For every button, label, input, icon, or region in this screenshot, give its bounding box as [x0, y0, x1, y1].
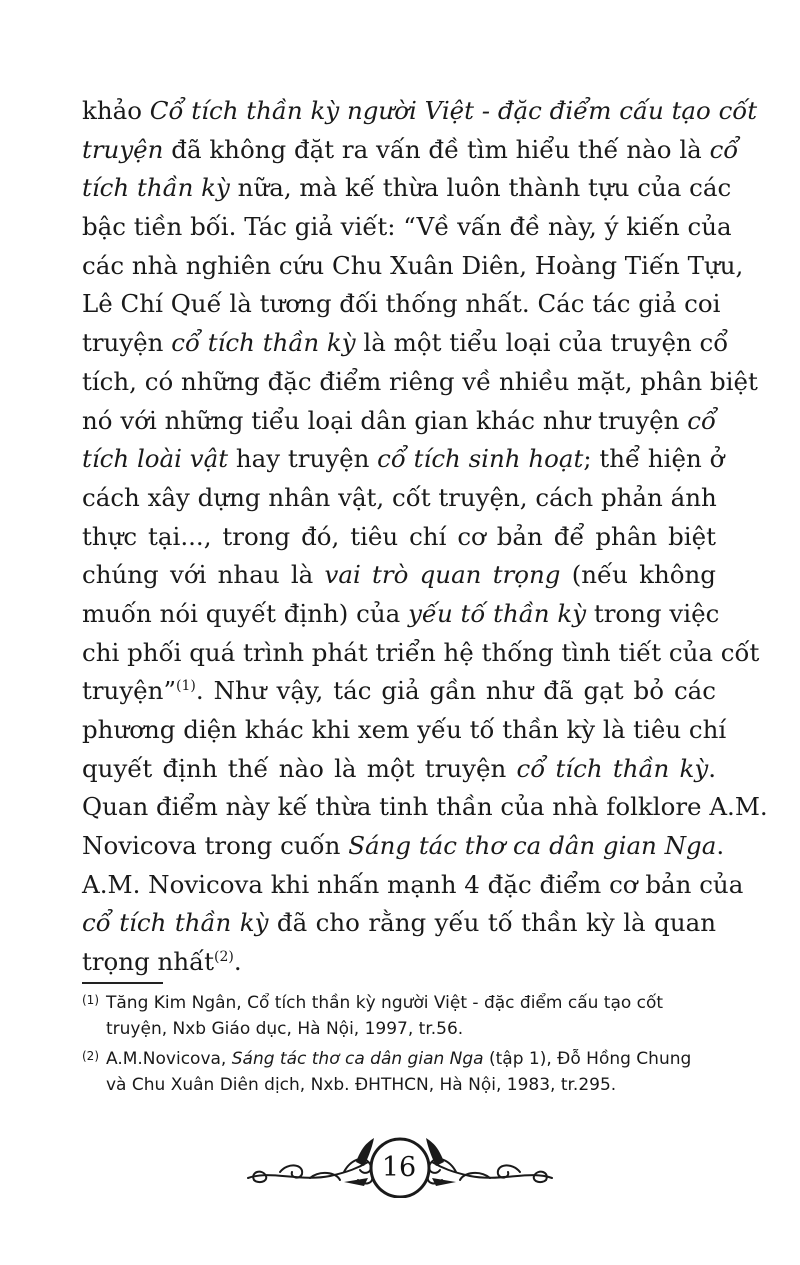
text-run: .	[233, 947, 242, 977]
text-line	[82, 827, 725, 866]
footnote-line	[106, 990, 722, 1016]
footnote-separator	[82, 982, 163, 984]
text-run: trọng nhất	[82, 947, 214, 977]
text-run: cách xây dựng nhân vật, cốt truyện, cách phản ánh	[82, 482, 717, 512]
text-run: .	[708, 753, 716, 783]
text-run: khảo	[82, 96, 150, 125]
text-run: truyện”	[82, 676, 176, 706]
text-run: muốn nói quyết định) của	[82, 598, 409, 628]
text-run: phương diện khác khi xem yếu tố thần kỳ là tiêu chí	[82, 715, 727, 744]
text-run: A.M.Novicova,	[106, 1049, 232, 1069]
italic-text: cổ	[687, 405, 716, 435]
footnotes	[82, 990, 722, 1102]
text-run: A.M. Novicova khi nhấn mạnh 4 đặc điểm cơ bản của	[82, 869, 744, 899]
text-line	[82, 402, 716, 441]
text-line	[82, 634, 760, 673]
footnote	[82, 1046, 722, 1098]
text-run: hay truyện	[228, 444, 378, 474]
text-run: Quan điểm này kế thừa tinh thần của nhà folklore A.M.	[82, 792, 768, 822]
footnote-ref: (2)	[213, 949, 234, 966]
italic-text: tích loài vật	[82, 444, 229, 474]
text-run: (nếu không	[560, 560, 716, 590]
text-run: các nhà nghiên cứu Chu Xuân Diên, Hoàng Tiến Tựu,	[82, 250, 744, 280]
text-run: . Như vậy, tác giả gần như đã gạt bỏ các	[195, 676, 716, 706]
text-line	[82, 788, 768, 827]
text-line	[82, 363, 758, 402]
text-run: quyết định thế nào là một truyện	[82, 753, 517, 783]
footnote-ref: (1)	[175, 678, 196, 695]
italic-text: cổ tích thần kỳ	[171, 328, 356, 358]
italic-text: cổ tích thần kỳ	[516, 753, 709, 783]
text-line	[82, 92, 758, 131]
text-run: trong việc	[586, 598, 720, 628]
text-line	[82, 672, 716, 711]
text-line	[82, 866, 744, 905]
text-run: .	[716, 831, 725, 861]
text-run: thực tại..., trong đó, tiêu chí cơ bản để phân biệt	[82, 521, 716, 551]
text-line	[82, 711, 727, 750]
text-line	[82, 440, 725, 479]
footnote	[82, 990, 722, 1042]
text-line	[82, 750, 716, 789]
text-run: chi phối quá trình phát triển hệ thống tình tiết của cốt	[82, 637, 760, 667]
text-line	[82, 556, 716, 595]
italic-text: cổ	[709, 134, 739, 164]
italic-text: Sáng tác thơ ca dân gian Nga	[348, 831, 717, 861]
text-line	[82, 904, 716, 943]
footnote-marker: (2)	[82, 1049, 99, 1063]
text-run: nữa, mà kế thừa luôn thành tựu của các	[229, 173, 732, 203]
text-run: Novicova trong cuốn	[82, 831, 349, 861]
text-line	[82, 479, 716, 518]
footnote-marker: (1)	[82, 993, 99, 1007]
text-run: (tập 1), Đỗ Hồng Chung	[483, 1049, 692, 1069]
italic-text: tích thần kỳ	[82, 173, 230, 203]
text-run: chúng với nhau là	[82, 560, 325, 590]
italic-text: Sáng tác thơ ca dân gian Nga	[231, 1049, 484, 1069]
page-number: 16	[381, 1152, 417, 1183]
text-run: tích, có những đặc điểm riêng về nhiều mặt, phân biệt	[82, 366, 758, 396]
text-run: truyện, Nxb Giáo dục, Hà Nội, 1997, tr.56.	[106, 1019, 464, 1039]
footnote-line	[106, 1072, 722, 1098]
text-run: ; thể hiện ở	[583, 444, 725, 474]
text-line	[82, 943, 716, 982]
text-run: đã cho rằng yếu tố thần kỳ là quan	[268, 908, 716, 938]
text-line	[82, 169, 732, 208]
text-line	[82, 518, 716, 557]
text-run: đã không đặt ra vấn đề tìm hiểu thế nào là	[163, 134, 710, 164]
text-run: Tăng Kim Ngân, Cổ tích thần kỳ người Việt - đặc điểm cấu tạo cốt	[106, 993, 664, 1013]
footnote-line	[106, 1046, 722, 1072]
text-run: bậc tiền bối. Tác giả viết: “Về vấn đề này, ý kiến của	[82, 212, 732, 242]
text-run: là một tiểu loại của truyện cổ	[355, 328, 729, 358]
italic-text: truyện	[82, 134, 164, 164]
italic-text: vai trò quan trọng	[324, 560, 561, 590]
italic-text: cổ tích thần kỳ	[82, 908, 269, 938]
text-run: nó với những tiểu loại dân gian khác như truyện	[82, 405, 688, 435]
text-line	[82, 247, 744, 286]
footnote-line	[106, 1016, 722, 1042]
text-line	[82, 208, 732, 247]
italic-text: cổ tích sinh hoạt	[377, 444, 584, 474]
text-line	[82, 285, 721, 324]
text-line	[82, 595, 720, 634]
text-line	[82, 324, 729, 363]
italic-text: yếu tố thần kỳ	[408, 598, 587, 628]
text-run: và Chu Xuân Diên dịch, Nxb. ĐHTHCN, Hà Nội, 1983, tr.295.	[106, 1075, 617, 1095]
text-line	[82, 131, 739, 170]
body-text	[82, 92, 768, 982]
text-run: Lê Chí Quế là tương đối thống nhất. Các tác giả coi	[82, 289, 721, 319]
italic-text: Cổ tích thần kỳ người Việt - đặc điểm cấu tạo cốt	[149, 96, 758, 125]
text-run: truyện	[82, 328, 172, 358]
